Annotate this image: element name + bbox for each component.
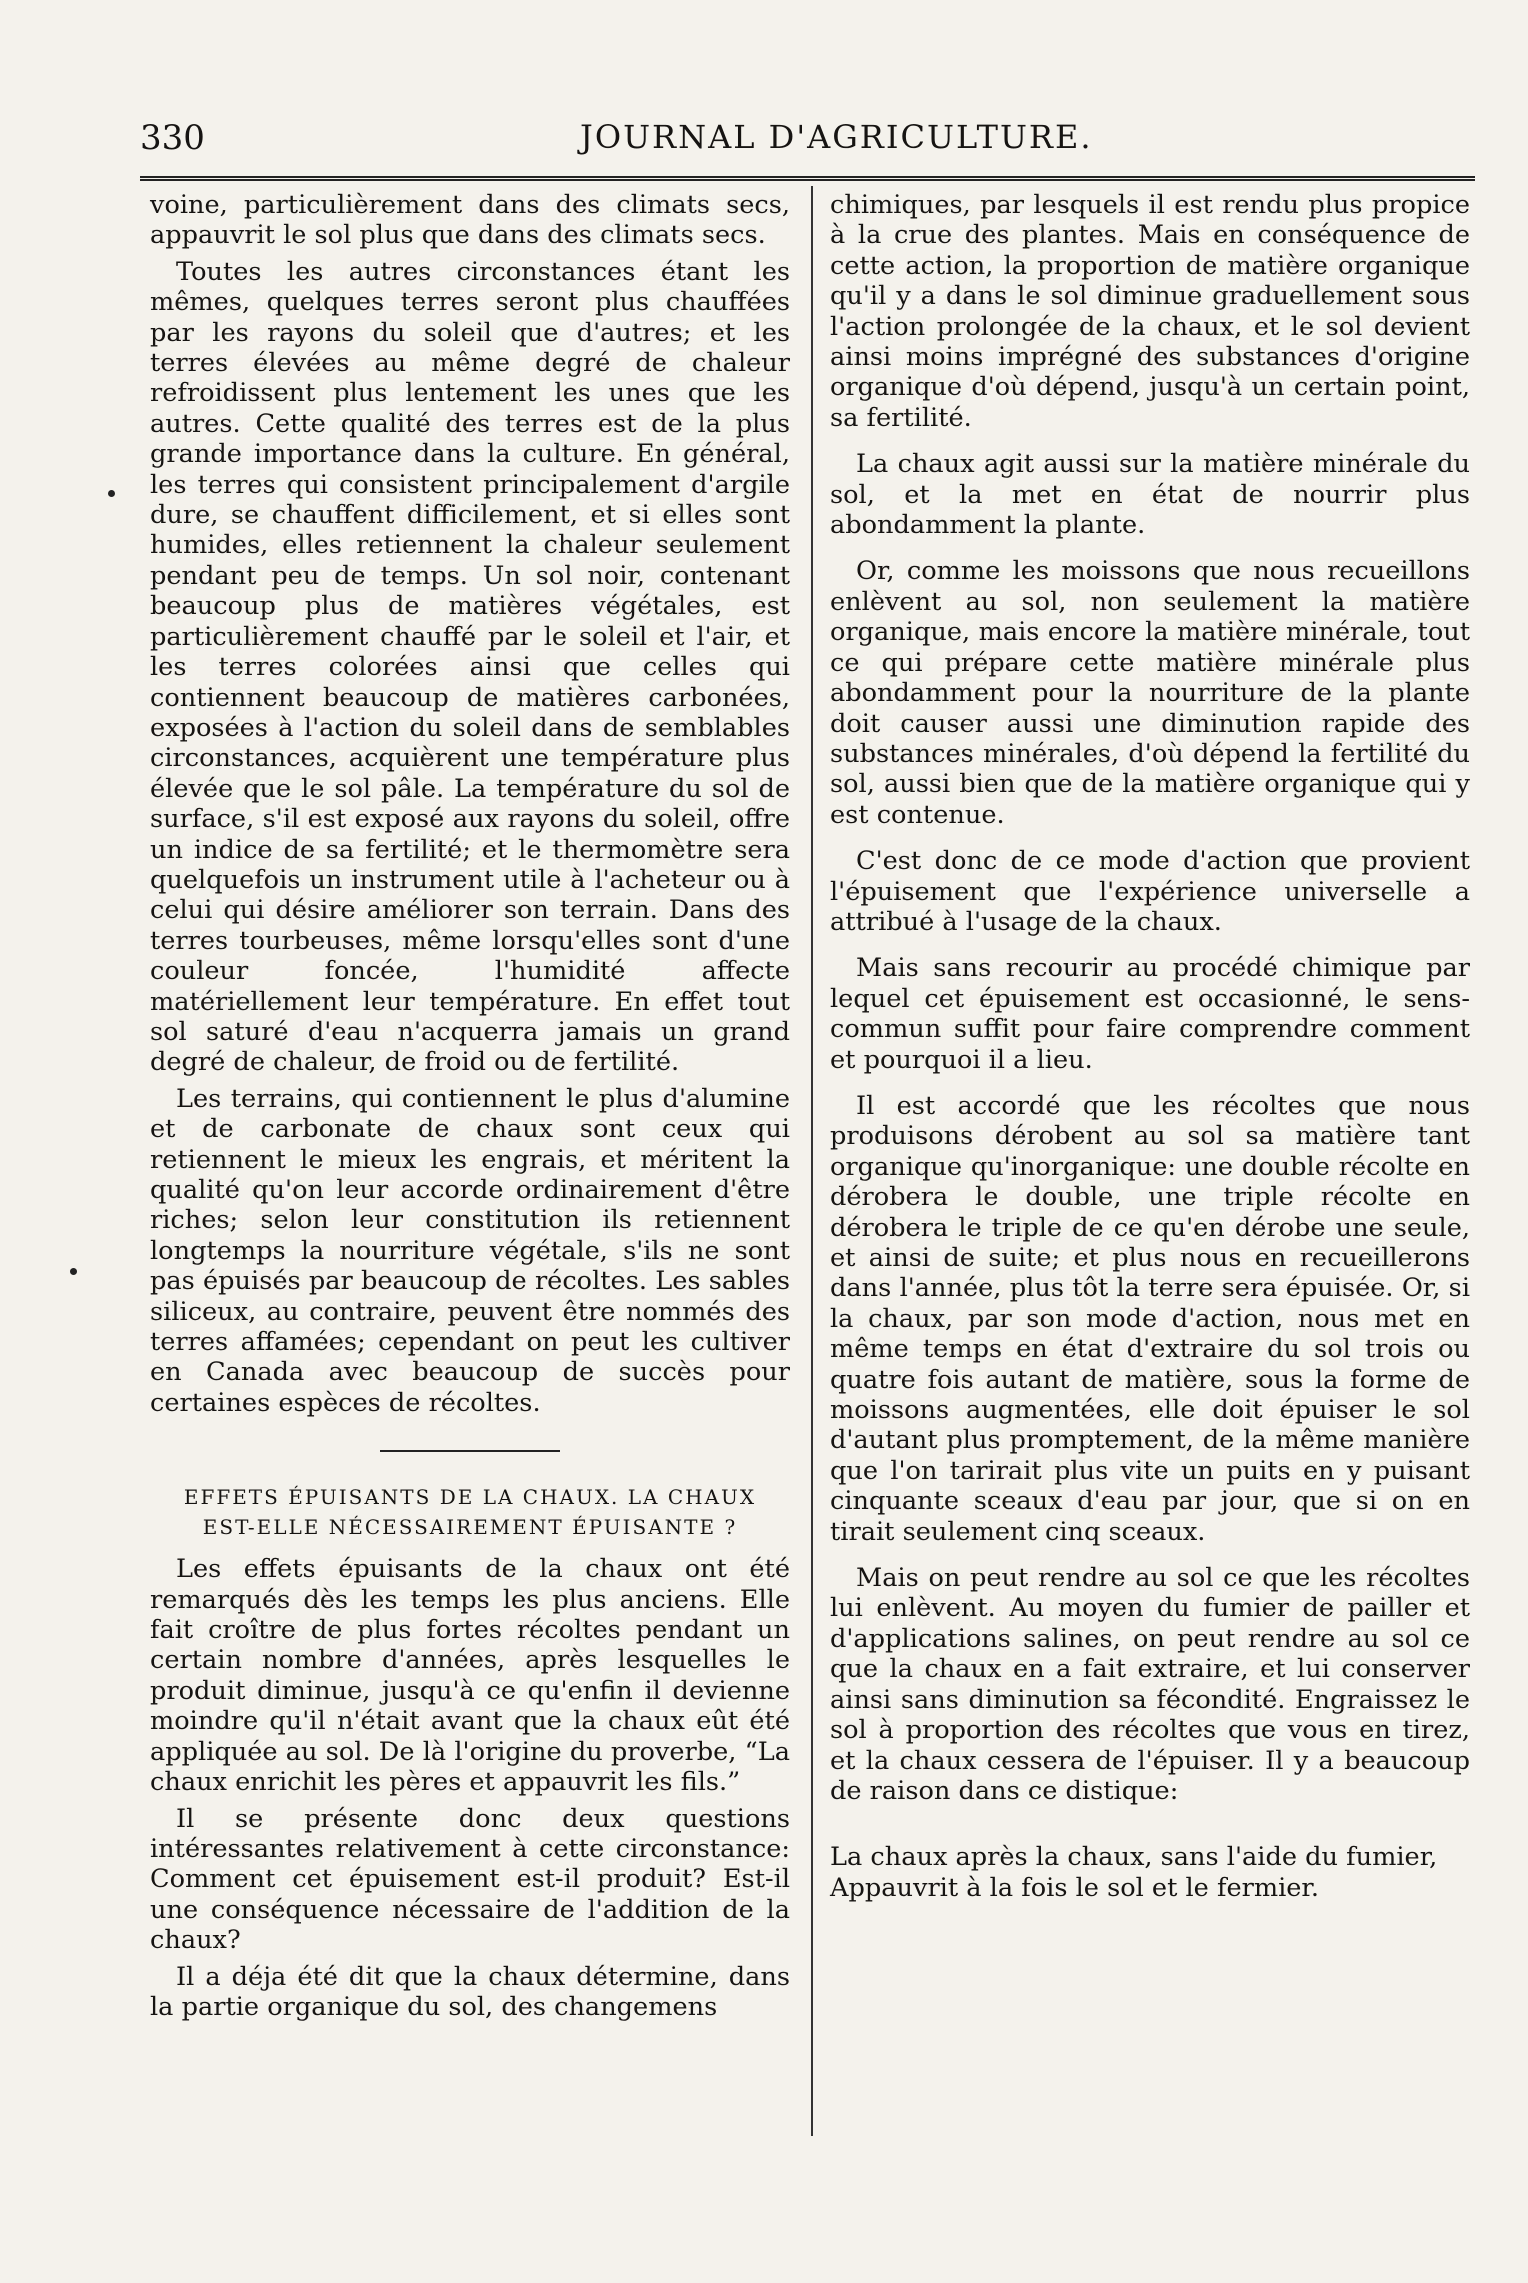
section-rule [380,1450,560,1452]
verse [830,1842,1470,1903]
column-divider [811,186,813,2136]
paragraph: Il se présente donc deux questions intéressantes relativement à cette circonstance: Comment cet épuisement est-il produit? Est-il une conséquence nécessaire de l'addition de la chaux? [150,1803,790,1956]
section-heading-line: EFFETS ÉPUISANTS DE LA CHAUX. LA CHAUX [183,1485,757,1510]
page-header [140,118,1480,168]
left-column [150,190,790,2028]
page-number: 330 [140,118,205,158]
verse-line: Appauvrit à la fois le sol et le fermier. [830,1872,1319,1903]
paragraph: Mais sans recourir au procédé chimique par lequel cet épuisement est occasionné, le sens-commun suffit pour faire comprendre comment et pourquoi il a lieu. [830,953,1470,1075]
paragraph: Les terrains, qui contiennent le plus d'alumine et de carbonate de chaux sont ceux qui retiennent le mieux les engrais, et méritent la qualité qu'on leur accorde ordinairement d'être riches; selon leur constitution ils retiennent longtemps la nourriture végétale, s'ils ne sont pas épuisés par beaucoup de récoltes. Les sables siliceux, au contraire, peuvent être nommés des terres affamées; cependant on peut les cultiver en Canada avec beaucoup de succès pour certaines espèces de récoltes. [150,1083,790,1418]
margin-mark [70,1268,77,1275]
paragraph: chimiques, par lesquels il est rendu plus propice à la crue des plantes. Mais en conséquence de cette action, la proportion de matière organique qu'il y a dans le sol diminue graduellement sous l'action prolongée de la chaux, et le sol devient ainsi moins imprégné des substances d'origine organique d'où dépend, jusqu'à un certain point, sa fertilité. [830,190,1470,433]
verse-line: La chaux après la chaux, sans l'aide du fumier, [830,1842,1438,1873]
paragraph: Il a déja été dit que la chaux détermine, dans la partie organique du sol, des changemens [150,1961,790,2022]
section-heading-line: EST-ELLE NÉCESSAIREMENT ÉPUISANTE ? [202,1515,738,1540]
paragraph: Mais on peut rendre au sol ce que les récoltes lui enlèvent. Au moyen du fumier de pailler et d'applications salines, on peut rendre au sol ce que la chaux en a fait extraire, et lui conserver ainsi sans diminution sa fécondité. Engraissez le sol à proportion des récoltes que vous en tirez, et la chaux cessera de l'épuiser. Il y a beaucoup de raison dans ce distique: [830,1563,1470,1806]
section-heading [150,1482,790,1542]
paragraph: Les effets épuisants de la chaux ont été remarqués dès les temps les plus anciens. Elle fait croître de plus fortes récoltes pendant un certain nombre d'années, après lesquelles le produit diminue, jusqu'à ce qu'enfin il devienne moindre qu'il n'était avant que la chaux eût été appliquée au sol. De là l'origine du proverbe, “La chaux enrichit les pères et appauvrit les fils.” [150,1554,790,1798]
running-title: JOURNAL D'AGRICULTURE. [580,118,1093,156]
paragraph: Toutes les autres circonstances étant les mêmes, quelques terres seront plus chauffées par les rayons du soleil que d'autres; et les terres élevées au même degré de chaleur refroidissent plus lentement les unes que les autres. Cette qualité des terres est de la plus grande importance dans la culture. En général, les terres qui consistent principalement d'argile dure, se chauffent difficilement, et si elles sont humides, elles retiennent la chaleur seulement pendant peu de temps. Un sol noir, contenant beaucoup plus de matières végétales, est particulièrement chauffé par le soleil et l'air, et les terres colorées ainsi que celles qui contiennent beaucoup de matières carbonées, exposées à l'action du soleil dans de semblables circonstances, acquièrent une température plus élevée que le sol pâle. La température du sol de surface, s'il est exposé aux rayons du soleil, offre un indice de sa fertilité; et le thermomètre sera quelquefois un instrument utile à l'acheteur ou à celui qui désire améliorer son terrain. Dans des terres tourbeuses, même lorsqu'elles sont d'une couleur foncée, l'humidité affecte matériellement leur température. En effet tout sol saturé d'eau n'acquerra jamais un grand degré de chaleur, de froid ou de fertilité. [150,256,790,1078]
right-column [830,190,1470,1909]
paragraph: C'est donc de ce mode d'action que provient l'épuisement que l'expérience universelle a attribué à l'usage de la chaux. [830,846,1470,937]
paragraph: Or, comme les moissons que nous recueillons enlèvent au sol, non seulement la matière organique, mais encore la matière minérale, tout ce qui prépare cette matière minérale plus abondamment pour la nourriture de la plante doit causer aussi une diminution rapide des substances minérales, d'où dépend la fertilité du sol, aussi bien que de la matière organique qui y est contenue. [830,556,1470,830]
paragraph: La chaux agit aussi sur la matière minérale du sol, et la met en état de nourrir plus abondamment la plante. [830,449,1470,541]
header-rule [140,176,1475,181]
margin-mark [108,490,115,497]
paragraph: Il est accordé que les récoltes que nous produisons dérobent au sol sa matière tant organique qu'inorganique: une double récolte en dérobera le double, une triple récolte en dérobera le triple de ce qu'en dérobe une seule, et ainsi de suite; et plus nous en recueillerons dans l'année, plus tôt la terre sera épuisée. Or, si la chaux, par son mode d'action, nous met en même temps en état d'extraire du sol trois ou quatre fois autant de matière, sous la forme de moissons augmentées, elle doit épuiser le sol d'autant plus promptement, de la même manière que l'on tarirait plus vite un puits en y puisant cinquante sceaux d'eau par jour, que si on en tirait seulement cinq sceaux. [830,1090,1470,1547]
paragraph: voine, particulièrement dans des climats secs, appauvrit le sol plus que dans des climats secs. [150,190,790,251]
